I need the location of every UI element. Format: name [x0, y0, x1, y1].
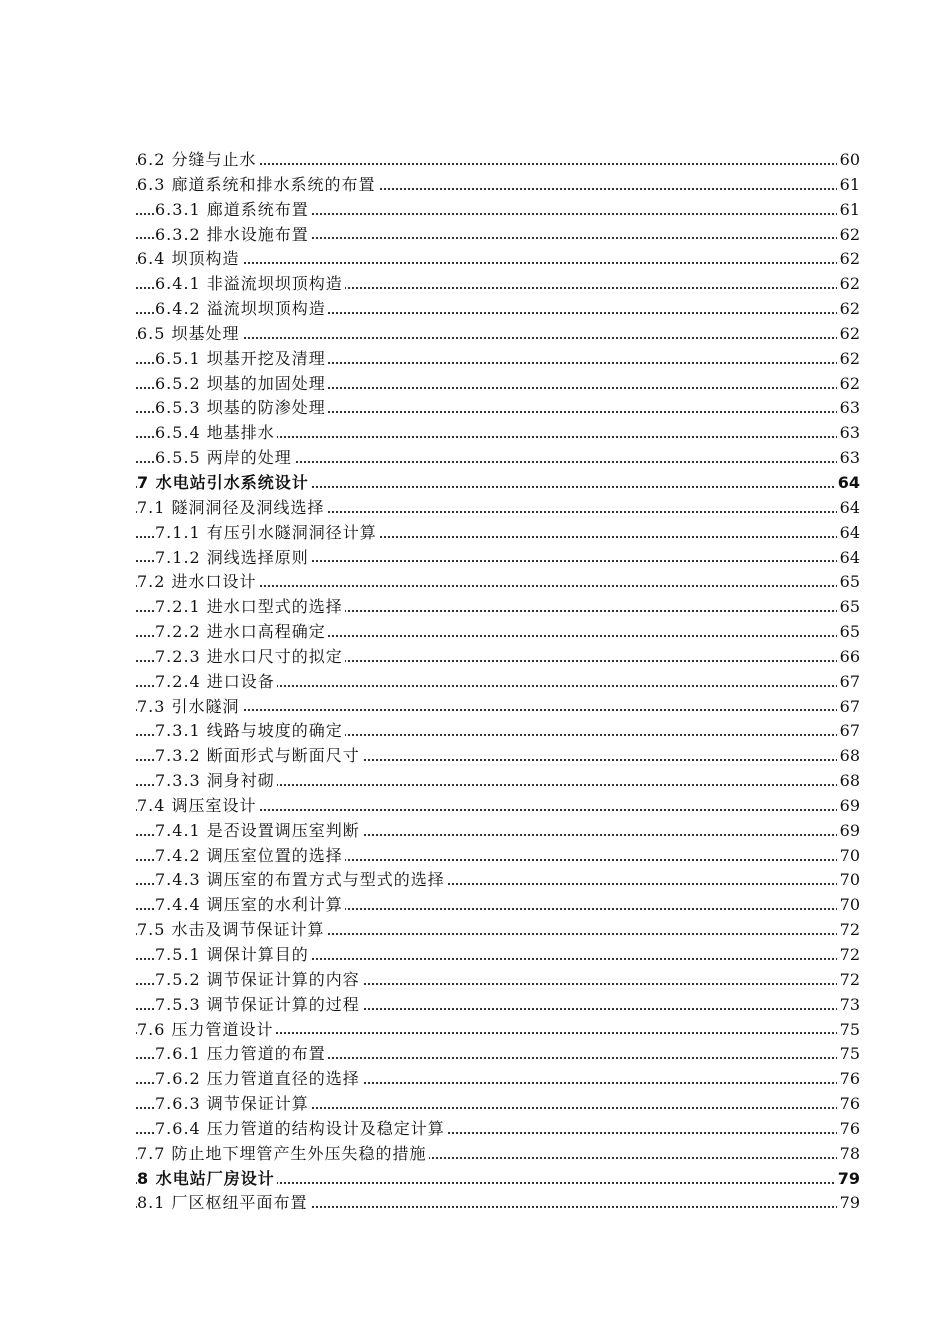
toc-entry-label: 7.5.3 调节保证计算的过程	[155, 993, 362, 1018]
toc-entry	[0, 695, 950, 720]
toc-entry	[0, 247, 950, 272]
toc-entry	[0, 819, 950, 844]
toc-entry	[0, 546, 950, 571]
dot-leader	[0, 893, 950, 918]
toc-page-number: 64	[837, 496, 860, 521]
toc-entry	[0, 719, 950, 744]
toc-entry-label: 7.6.1 压力管道的布置	[155, 1042, 328, 1067]
toc-page-number: 64	[837, 521, 860, 546]
dot-leader	[0, 396, 950, 421]
toc-page-number: 69	[837, 819, 860, 844]
toc-entry	[0, 1142, 950, 1167]
toc-entry	[0, 173, 950, 198]
dot-leader	[0, 819, 950, 844]
toc-entry-label: 6.3 廊道系统和排水系统的布置	[137, 173, 378, 198]
toc-entry-label: 7.1.2 洞线选择原则	[155, 546, 311, 571]
toc-page-number: 68	[837, 744, 860, 769]
toc-page-number: 72	[837, 918, 860, 943]
toc-entry-label: 7.2.4 进口设备	[155, 670, 277, 695]
dot-leader	[0, 1117, 950, 1142]
toc-page-number: 61	[837, 173, 860, 198]
toc-entry	[0, 446, 950, 471]
toc-page-number: 61	[837, 198, 860, 223]
toc-entry-label: 7.4 调压室设计	[137, 794, 259, 819]
toc-entry-label: 6.3.2 排水设施布置	[155, 223, 311, 248]
toc-page-number: 72	[837, 968, 860, 993]
toc-entry-label: 6.5.3 坝基的防渗处理	[155, 396, 328, 421]
dot-leader	[0, 272, 950, 297]
toc-page-number: 62	[837, 247, 860, 272]
toc-entry-label: 7.6 压力管道设计	[137, 1018, 276, 1043]
toc-page-number: 62	[837, 322, 860, 347]
toc-entry	[0, 347, 950, 372]
toc-page-number: 62	[837, 372, 860, 397]
toc-entry-label: 6.5.1 坝基开挖及清理	[155, 347, 328, 372]
toc-page-number: 79	[837, 1191, 860, 1216]
toc-entry	[0, 769, 950, 794]
toc-entry-label: 7.2 进水口设计	[137, 570, 259, 595]
dot-leader	[0, 546, 950, 571]
toc-page-number: 62	[837, 272, 860, 297]
toc-entry-label: 6.4 坝顶构造	[137, 247, 242, 272]
toc-page-number: 69	[837, 794, 860, 819]
toc-entry-label: 7.2.2 进水口高程确定	[155, 620, 328, 645]
toc-entry	[0, 1067, 950, 1092]
toc-entry	[0, 744, 950, 769]
toc-page-number: 63	[837, 396, 860, 421]
dot-leader	[0, 1042, 950, 1067]
toc-entry	[0, 1191, 950, 1216]
toc-page-number: 65	[837, 620, 860, 645]
dot-leader	[0, 198, 950, 223]
toc-page-number: 64	[835, 471, 860, 496]
toc-entry-label: 6.4.1 非溢流坝坝顶构造	[155, 272, 345, 297]
toc-entry-label: 7.5.1 调保计算目的	[155, 943, 311, 968]
toc-entry-label: 6.4.2 溢流坝坝顶构造	[155, 297, 328, 322]
toc-page-number: 62	[837, 297, 860, 322]
dot-leader	[0, 297, 950, 322]
dot-leader	[0, 968, 950, 993]
toc-entry	[0, 868, 950, 893]
toc-entry-label: 7.4.1 是否设置调压室判断	[155, 819, 362, 844]
toc-page-number: 62	[837, 347, 860, 372]
toc-page-number: 73	[837, 993, 860, 1018]
toc-entry-label: 6.5.4 地基排水	[155, 421, 277, 446]
toc-page-number: 62	[837, 223, 860, 248]
toc-entry-label: 7.6.4 压力管道的结构设计及稳定计算	[155, 1117, 447, 1142]
toc-entry-label: 7.6.3 调节保证计算	[155, 1092, 311, 1117]
toc-entry-label: 7.5.2 调节保证计算的内容	[155, 968, 362, 993]
toc-entry	[0, 1092, 950, 1117]
toc-entry	[0, 595, 950, 620]
toc-entry	[0, 521, 950, 546]
dot-leader	[0, 521, 950, 546]
toc-entry-label: 7.2.3 进水口尺寸的拟定	[155, 645, 345, 670]
dot-leader	[0, 844, 950, 869]
toc-page-number: 70	[837, 868, 860, 893]
toc-entry-label: 7.3 引水隧洞	[137, 695, 242, 720]
toc-entry-label: 8 水电站厂房设计	[137, 1167, 277, 1192]
toc-entry-label: 7.3.2 断面形式与断面尺寸	[155, 744, 362, 769]
toc-page-number: 76	[837, 1067, 860, 1092]
toc-page-number: 70	[837, 844, 860, 869]
toc-entry-label: 6.3.1 廊道系统布置	[155, 198, 311, 223]
dot-leader	[0, 223, 950, 248]
toc-page-number: 63	[837, 446, 860, 471]
toc-page-number: 65	[837, 570, 860, 595]
toc-page-number: 67	[837, 695, 860, 720]
dot-leader	[0, 719, 950, 744]
toc-entry-label: 7.1.1 有压引水隧洞洞径计算	[155, 521, 379, 546]
dot-leader	[0, 1092, 950, 1117]
toc-entry-label: 7.5 水击及调节保证计算	[137, 918, 327, 943]
toc-page-number: 78	[837, 1142, 860, 1167]
toc-page-number: 67	[837, 670, 860, 695]
toc-entry	[0, 968, 950, 993]
toc-page-number: 76	[837, 1117, 860, 1142]
toc-entry	[0, 943, 950, 968]
toc-entry	[0, 322, 950, 347]
toc-page-number: 66	[837, 645, 860, 670]
toc-page-number: 65	[837, 595, 860, 620]
dot-leader	[0, 670, 950, 695]
toc-entry	[0, 570, 950, 595]
toc-entry-label: 7.4.3 调压室的布置方式与型式的选择	[155, 868, 447, 893]
dot-leader	[0, 446, 950, 471]
toc-page-number: 60	[837, 148, 860, 173]
toc-page-number: 67	[837, 719, 860, 744]
toc-entry-label: 7.6.2 压力管道直径的选择	[155, 1067, 362, 1092]
toc-page-number: 64	[837, 546, 860, 571]
toc-entry	[0, 620, 950, 645]
toc-page-number: 79	[835, 1167, 860, 1192]
toc-chapter-entry	[0, 471, 950, 496]
toc-entry-label: 7.4.4 调压室的水利计算	[155, 893, 345, 918]
toc-entry	[0, 223, 950, 248]
toc-page-number: 68	[837, 769, 860, 794]
toc-entry	[0, 198, 950, 223]
toc-entry	[0, 1018, 950, 1043]
dot-leader	[0, 372, 950, 397]
toc-entry	[0, 844, 950, 869]
dot-leader	[0, 421, 950, 446]
toc-entry	[0, 645, 950, 670]
toc-entry	[0, 1117, 950, 1142]
toc-entry	[0, 794, 950, 819]
dot-leader	[0, 943, 950, 968]
toc-entry-label: 6.2 分缝与止水	[137, 148, 259, 173]
toc-page-number: 72	[837, 943, 860, 968]
toc-entry-label: 7.1 隧洞洞径及洞线选择	[137, 496, 327, 521]
toc-entry-label: 6.5.5 两岸的处理	[155, 446, 294, 471]
toc-entry-label: 7.7 防止地下埋管产生外压失稳的措施	[137, 1142, 429, 1167]
toc-entry	[0, 1042, 950, 1067]
toc-entry	[0, 918, 950, 943]
toc-entry	[0, 893, 950, 918]
toc-page-number: 75	[837, 1042, 860, 1067]
toc-entry	[0, 670, 950, 695]
toc-entry	[0, 396, 950, 421]
toc-page-number: 75	[837, 1018, 860, 1043]
toc-page-number: 76	[837, 1092, 860, 1117]
toc-entry-label: 6.5 坝基处理	[137, 322, 242, 347]
toc-entry	[0, 272, 950, 297]
toc-entry-label: 7.3.3 洞身衬砌	[155, 769, 277, 794]
toc-page-number: 63	[837, 421, 860, 446]
dot-leader	[0, 1067, 950, 1092]
table-of-contents	[0, 148, 950, 1216]
dot-leader	[0, 744, 950, 769]
toc-entry	[0, 148, 950, 173]
dot-leader	[0, 769, 950, 794]
toc-entry-label: 8.1 厂区枢纽平面布置	[137, 1191, 310, 1216]
toc-entry	[0, 297, 950, 322]
toc-entry	[0, 993, 950, 1018]
toc-chapter-entry	[0, 1167, 950, 1192]
toc-entry	[0, 372, 950, 397]
toc-entry	[0, 421, 950, 446]
dot-leader	[0, 993, 950, 1018]
dot-leader	[0, 347, 950, 372]
toc-entry	[0, 496, 950, 521]
toc-page-number: 70	[837, 893, 860, 918]
toc-entry-label: 7.4.2 调压室位置的选择	[155, 844, 345, 869]
toc-entry-label: 7 水电站引水系统设计	[137, 471, 311, 496]
dot-leader	[0, 595, 950, 620]
toc-entry-label: 6.5.2 坝基的加固处理	[155, 372, 328, 397]
toc-entry-label: 7.2.1 进水口型式的选择	[155, 595, 345, 620]
toc-entry-label: 7.3.1 线路与坡度的确定	[155, 719, 345, 744]
dot-leader	[0, 620, 950, 645]
dot-leader	[0, 645, 950, 670]
dot-leader	[0, 868, 950, 893]
